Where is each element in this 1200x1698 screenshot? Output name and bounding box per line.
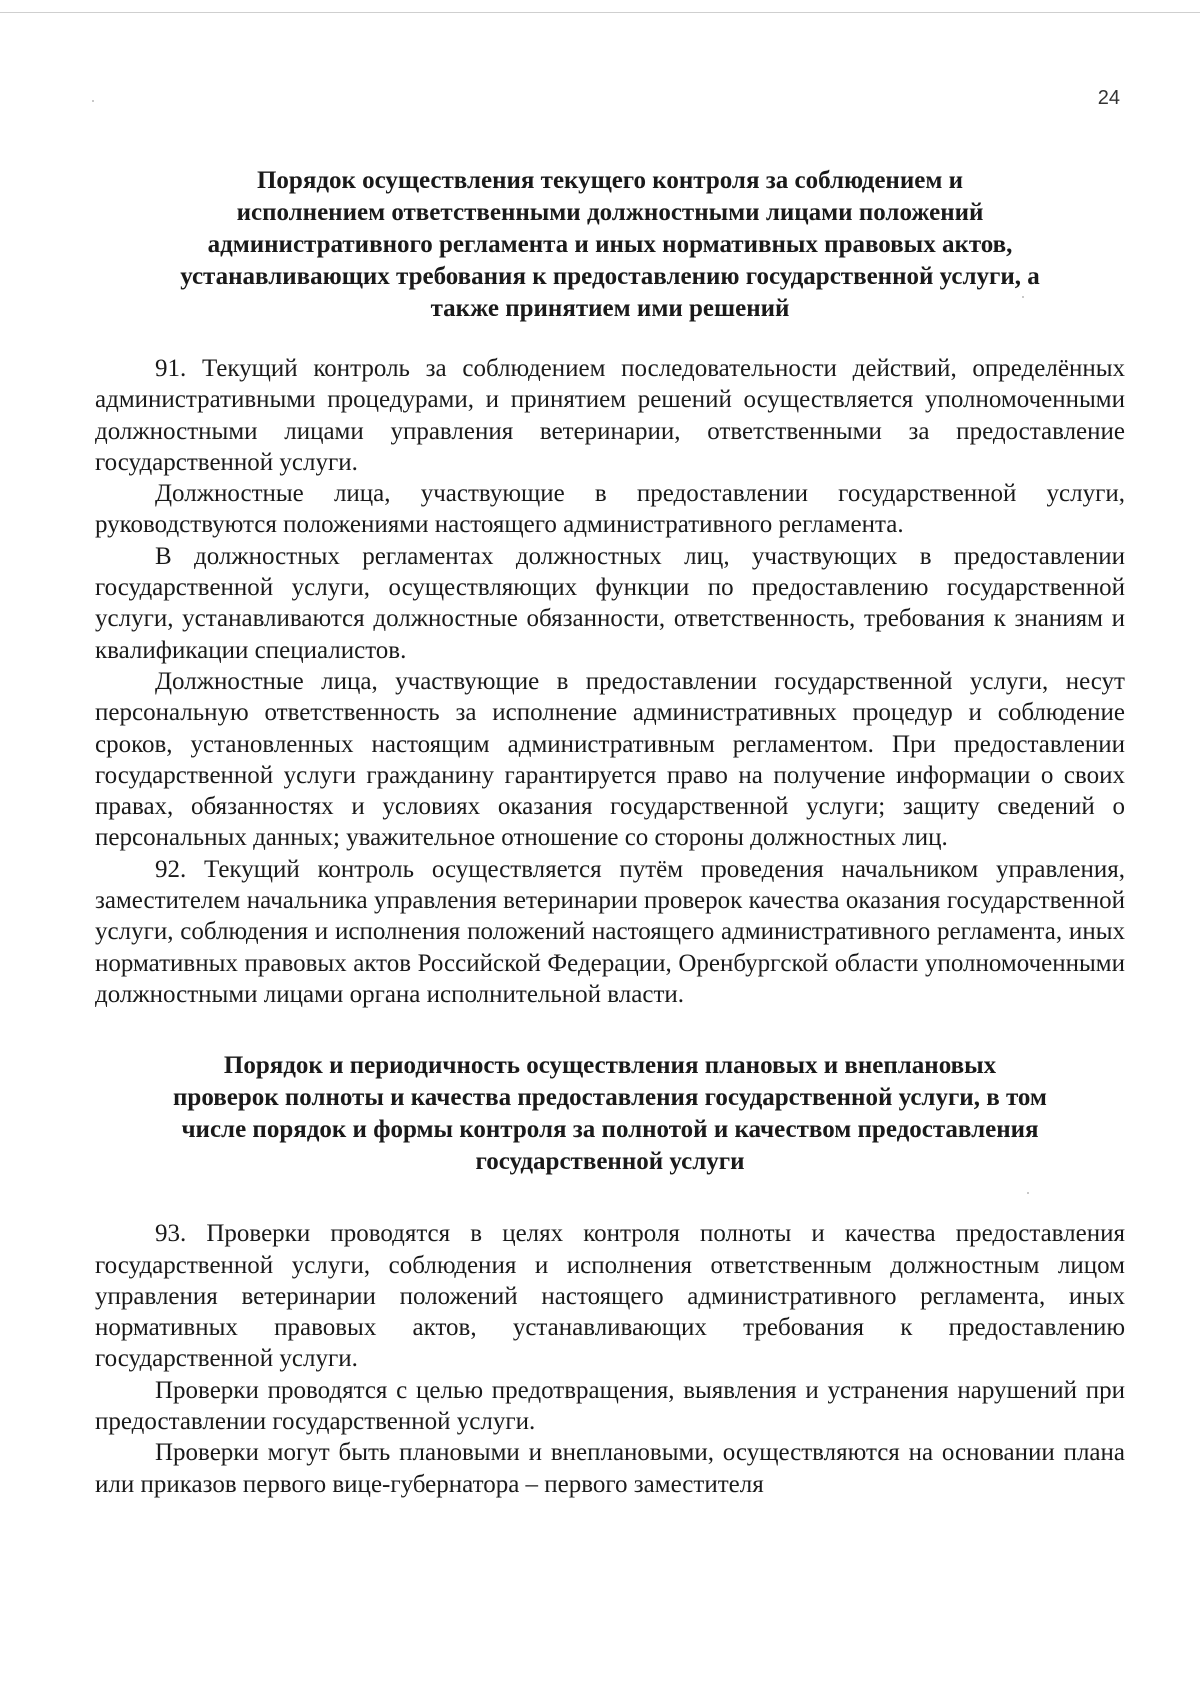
paragraph-inspection-purpose: Проверки проводятся с целью предотвращения, выявления и устранения нарушений при предоставлении государственной услуги. bbox=[95, 1376, 1125, 1436]
heading-line: числе порядок и формы контроля за полнотой и качеством предоставления bbox=[181, 1116, 1039, 1144]
heading-line: государственной услуги bbox=[475, 1148, 745, 1176]
paragraph-job-regulations: В должностных регламентах должностных лиц, участвующих в предоставлении государственной услуги, осуществляющих функции по предоставлению государственной услуги, устанавливаются должностные обязанности, ответственность, требования к знаниям и квалификации специалистов. bbox=[95, 542, 1125, 664]
paragraph-officials-guided: Должностные лица, участвующие в предоставлении государственной услуги, руководствуются положениями настоящего административного регламента. bbox=[95, 480, 1125, 539]
paragraph-personal-responsibility: Должностные лица, участвующие в предоставлении государственной услуги, несут персональную ответственность за исполнение административных процедур и соблюдение сроков, установленных настоящим административным регламентом. При предоставлении государственной услуги гражданину гарантируется право на получение информации о своих правах, обязанностях и условиях оказания государственной услуги; защиту сведений о персональных данных; уважительное отношение со стороны должностных лиц. bbox=[95, 667, 1125, 852]
paragraph-92: 92. Текущий контроль осуществляется путём проведения начальником управления, заместителем начальника управления ветеринарии проверок качества оказания государственной услуги, соблюдения и исполнения положений настоящего административного регламента, иных нормативных правовых актов Российской Федерации, Оренбургской области уполномоченными должностными лицами органа исполнительной власти. bbox=[95, 855, 1125, 1008]
heading-line: административного регламента и иных нормативных правовых актов, bbox=[207, 231, 1013, 258]
section-heading-current-control bbox=[95, 165, 1125, 325]
heading-line: Порядок осуществления текущего контроля за соблюдением и bbox=[256, 167, 964, 194]
heading-line: также принятием ими решений bbox=[430, 295, 790, 322]
document-body bbox=[95, 165, 1125, 1500]
paragraph-inspection-types: Проверки могут быть плановыми и внеплановыми, осуществляются на основании плана или приказов первого вице-губернатора – первого заместителя bbox=[95, 1439, 1125, 1498]
heading-line: проверок полноты и качества предоставления государственной услуги, в том bbox=[173, 1084, 1047, 1112]
paragraph-91: 91. Текущий контроль за соблюдением последовательности действий, определённых административными процедурами, и принятием решений осуществляется уполномоченными должностными лицами управления ветеринарии, ответственными за предоставление государственной услуги. bbox=[95, 355, 1125, 476]
heading-line: устанавливающих требования к предоставлению государственной услуги, а bbox=[180, 263, 1040, 290]
heading-line: Порядок и периодичность осуществления плановых и внеплановых bbox=[223, 1052, 997, 1080]
heading-line: исполнением ответственными должностными лицами положений bbox=[236, 199, 984, 226]
page-number: 24 bbox=[1097, 87, 1120, 109]
paragraph-93: 93. Проверки проводятся в целях контроля полноты и качества предоставления государственной услуги, соблюдения и исполнения ответственным должностным лицом управления ветеринарии положений настоящего административного регламента, иных нормативных правовых актов, устанавливающих требования к предоставлению государственной услуги. bbox=[95, 1220, 1125, 1373]
section-heading-inspections bbox=[95, 1050, 1125, 1178]
